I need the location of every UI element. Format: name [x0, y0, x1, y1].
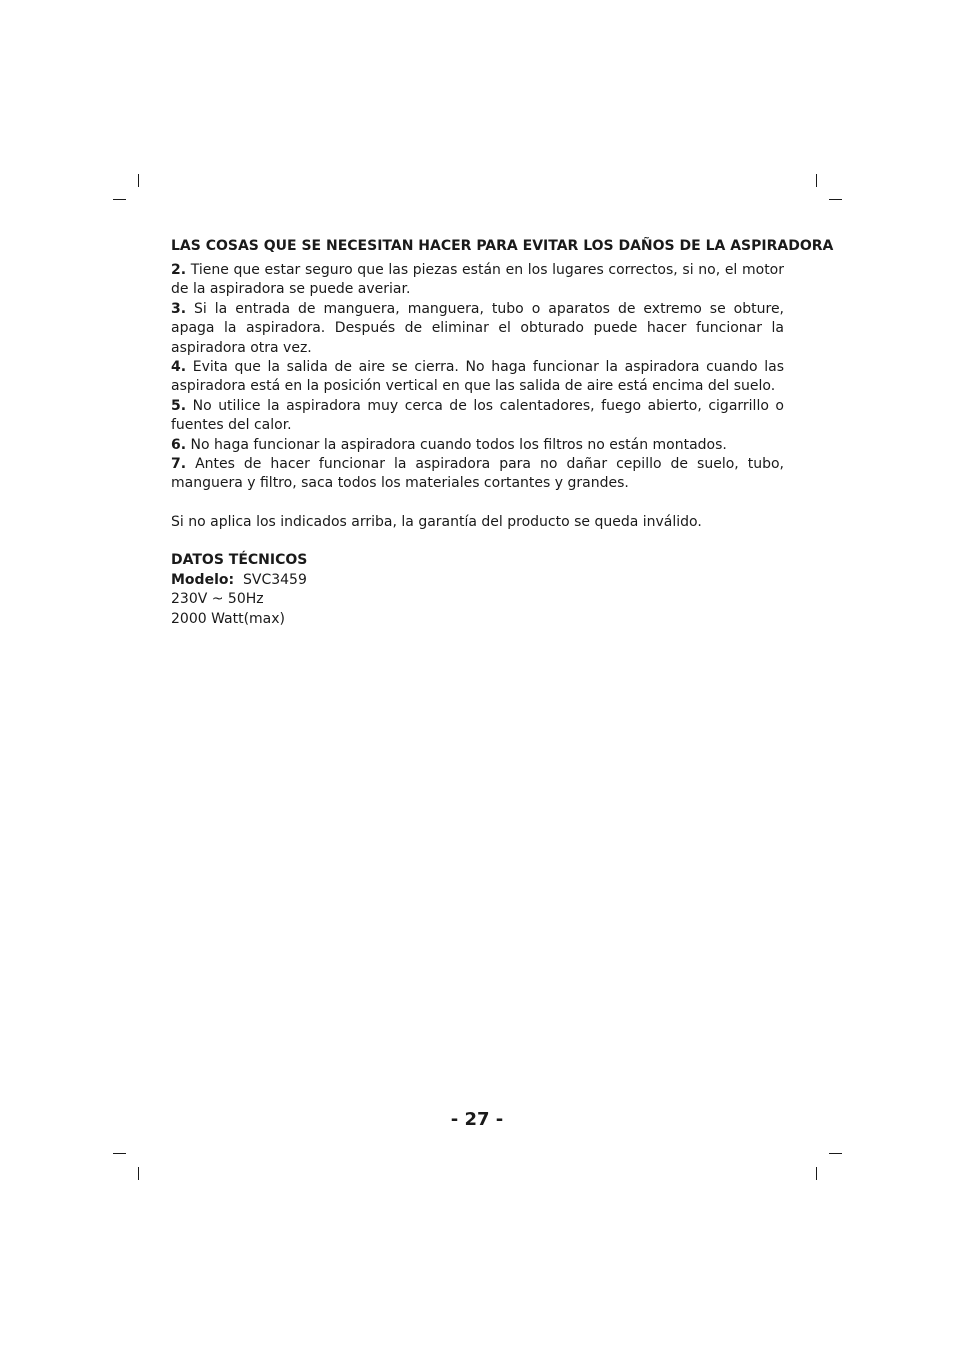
item-text: No haga funcionar la aspiradora cuando todos los filtros no están montados. [190, 436, 727, 453]
power-spec: 2000 Watt(max) [171, 610, 286, 627]
item-number: 2. [171, 262, 187, 278]
crop-mark [113, 199, 126, 200]
item-text: Evita que la salida de aire se cierra. No haga funcionar la aspiradora cuando las aspiradora está en la posición vertical en que las salida de aire está encima del suelo. [171, 359, 784, 395]
crop-mark [829, 1153, 842, 1154]
item-number: 5. [171, 397, 187, 414]
instruction-item [171, 397, 784, 436]
tech-specs-heading: DATOS TÉCNICOS [171, 552, 308, 569]
page-content [171, 236, 834, 629]
warranty-note: Si no aplica los indicados arriba, la garantía del producto se queda inválido. [171, 513, 702, 530]
crop-mark [138, 1167, 139, 1180]
item-text: Tiene que estar seguro que las piezas están en los lugares correctos, si no, el motor de la aspiradora se puede averiar. [171, 262, 784, 298]
item-text: Si la entrada de manguera, manguera, tubo o aparatos de extremo se obture, apaga la aspiradora. Después de eliminar el obturado puede hacer funcionar la aspiradora otra vez. [171, 300, 785, 356]
item-text: Antes de hacer funcionar la aspiradora para no dañar cepillo de suelo, tubo, manguera y filtro, saca todos los materiales cortantes y grandes. [171, 456, 784, 492]
item-number: 4. [171, 359, 187, 376]
crop-mark [829, 199, 842, 200]
crop-mark [816, 174, 817, 187]
instruction-item [171, 261, 784, 300]
voltage-spec: 230V ~ 50Hz [171, 591, 264, 608]
crop-mark [113, 1153, 126, 1154]
crop-mark [138, 174, 139, 187]
model-value: SVC3459 [243, 571, 307, 588]
item-number: 7. [171, 456, 187, 473]
model-line [171, 571, 784, 590]
item-text: No utilice la aspiradora muy cerca de los calentadores, fuego abierto, cigarrillo o fuentes del calor. [171, 397, 785, 434]
page-number: - 27 - [450, 1109, 504, 1130]
item-number: 3. [171, 300, 187, 317]
instruction-item [171, 436, 784, 455]
instruction-item [171, 358, 784, 397]
model-label: Modelo: [171, 571, 235, 588]
item-number: 6. [171, 436, 187, 453]
instruction-item [171, 300, 784, 358]
section-heading: LAS COSAS QUE SE NECESITAN HACER PARA EVITAR LOS DAÑOS DE LA ASPIRADORA [171, 238, 834, 254]
crop-mark [816, 1167, 817, 1180]
instruction-item [171, 455, 784, 494]
